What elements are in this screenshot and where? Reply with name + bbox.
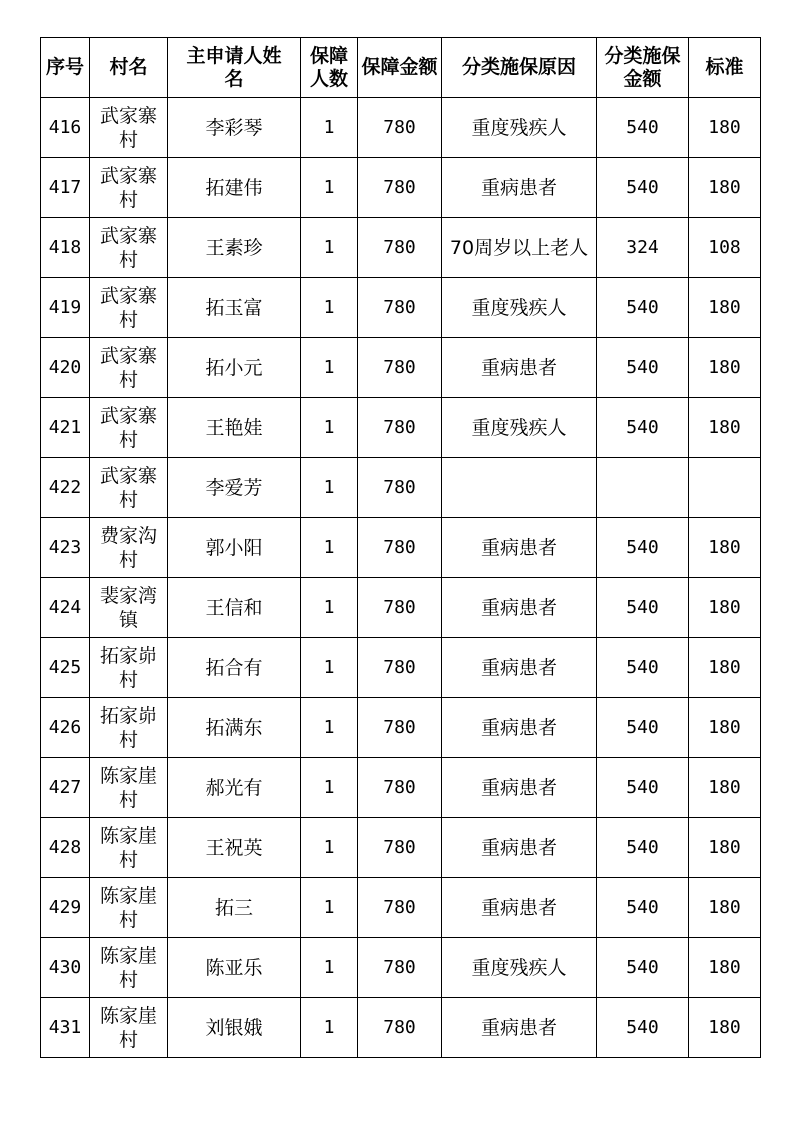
cell-standard: 180 xyxy=(689,818,761,878)
cell-standard: 180 xyxy=(689,518,761,578)
cell-standard: 180 xyxy=(689,98,761,158)
cell-amount: 780 xyxy=(358,218,442,278)
cell-standard: 108 xyxy=(689,218,761,278)
cell-class-amount: 324 xyxy=(597,218,689,278)
cell-applicant: 拓建伟 xyxy=(168,158,301,218)
header-class-amount: 分类施保金额 xyxy=(597,38,689,98)
cell-seq: 420 xyxy=(41,338,90,398)
cell-reason: 重病患者 xyxy=(442,518,597,578)
cell-village: 陈家崖村 xyxy=(90,758,168,818)
cell-seq: 422 xyxy=(41,458,90,518)
cell-class-amount xyxy=(597,458,689,518)
table-header xyxy=(41,38,761,98)
cell-applicant: 陈亚乐 xyxy=(168,938,301,998)
cell-persons: 1 xyxy=(301,758,358,818)
cell-persons: 1 xyxy=(301,578,358,638)
cell-persons: 1 xyxy=(301,698,358,758)
cell-standard: 180 xyxy=(689,938,761,998)
cell-applicant: 拓合有 xyxy=(168,638,301,698)
cell-standard: 180 xyxy=(689,398,761,458)
cell-applicant: 郝光有 xyxy=(168,758,301,818)
cell-reason: 重病患者 xyxy=(442,998,597,1058)
cell-persons: 1 xyxy=(301,218,358,278)
cell-class-amount: 540 xyxy=(597,158,689,218)
cell-class-amount: 540 xyxy=(597,638,689,698)
table-row xyxy=(41,698,761,758)
cell-seq: 426 xyxy=(41,698,90,758)
header-amount: 保障金额 xyxy=(358,38,442,98)
cell-village: 武家寨村 xyxy=(90,338,168,398)
cell-village: 拓家峁村 xyxy=(90,638,168,698)
cell-standard: 180 xyxy=(689,758,761,818)
cell-reason: 重病患者 xyxy=(442,698,597,758)
cell-seq: 418 xyxy=(41,218,90,278)
cell-applicant: 王素珍 xyxy=(168,218,301,278)
cell-persons: 1 xyxy=(301,638,358,698)
cell-applicant: 王祝英 xyxy=(168,818,301,878)
cell-amount: 780 xyxy=(358,878,442,938)
cell-persons: 1 xyxy=(301,998,358,1058)
cell-village: 武家寨村 xyxy=(90,218,168,278)
cell-class-amount: 540 xyxy=(597,878,689,938)
cell-reason: 重度残疾人 xyxy=(442,398,597,458)
cell-applicant: 李爱芳 xyxy=(168,458,301,518)
cell-applicant: 拓满东 xyxy=(168,698,301,758)
cell-class-amount: 540 xyxy=(597,698,689,758)
cell-applicant: 刘银娥 xyxy=(168,998,301,1058)
cell-village: 武家寨村 xyxy=(90,278,168,338)
cell-seq: 423 xyxy=(41,518,90,578)
cell-persons: 1 xyxy=(301,818,358,878)
cell-class-amount: 540 xyxy=(597,398,689,458)
table-row xyxy=(41,158,761,218)
table-row xyxy=(41,758,761,818)
cell-seq: 425 xyxy=(41,638,90,698)
cell-persons: 1 xyxy=(301,938,358,998)
cell-standard: 180 xyxy=(689,878,761,938)
cell-applicant: 拓小元 xyxy=(168,338,301,398)
cell-village: 陈家崖村 xyxy=(90,878,168,938)
cell-class-amount: 540 xyxy=(597,998,689,1058)
cell-village: 武家寨村 xyxy=(90,98,168,158)
cell-reason: 重病患者 xyxy=(442,338,597,398)
cell-village: 费家沟村 xyxy=(90,518,168,578)
table-row xyxy=(41,458,761,518)
cell-standard: 180 xyxy=(689,698,761,758)
table-row xyxy=(41,518,761,578)
cell-seq: 424 xyxy=(41,578,90,638)
table-row xyxy=(41,638,761,698)
header-persons: 保障人数 xyxy=(301,38,358,98)
cell-amount: 780 xyxy=(358,638,442,698)
cell-persons: 1 xyxy=(301,518,358,578)
cell-seq: 430 xyxy=(41,938,90,998)
cell-reason: 重病患者 xyxy=(442,638,597,698)
cell-standard: 180 xyxy=(689,578,761,638)
cell-standard: 180 xyxy=(689,278,761,338)
cell-reason: 重病患者 xyxy=(442,158,597,218)
cell-seq: 429 xyxy=(41,878,90,938)
subsidy-table xyxy=(40,37,761,1058)
cell-amount: 780 xyxy=(358,458,442,518)
cell-village: 陈家崖村 xyxy=(90,938,168,998)
cell-reason: 70周岁以上老人 xyxy=(442,218,597,278)
table-row xyxy=(41,398,761,458)
cell-seq: 419 xyxy=(41,278,90,338)
table-row xyxy=(41,998,761,1058)
cell-reason: 重度残疾人 xyxy=(442,98,597,158)
cell-amount: 780 xyxy=(358,578,442,638)
cell-standard: 180 xyxy=(689,158,761,218)
cell-applicant: 王信和 xyxy=(168,578,301,638)
cell-persons: 1 xyxy=(301,278,358,338)
cell-amount: 780 xyxy=(358,158,442,218)
cell-amount: 780 xyxy=(358,338,442,398)
cell-amount: 780 xyxy=(358,398,442,458)
cell-seq: 417 xyxy=(41,158,90,218)
cell-village: 裴家湾镇 xyxy=(90,578,168,638)
cell-persons: 1 xyxy=(301,398,358,458)
cell-amount: 780 xyxy=(358,938,442,998)
cell-reason: 重病患者 xyxy=(442,878,597,938)
cell-amount: 780 xyxy=(358,98,442,158)
cell-standard: 180 xyxy=(689,338,761,398)
cell-amount: 780 xyxy=(358,278,442,338)
cell-applicant: 王艳娃 xyxy=(168,398,301,458)
cell-applicant: 郭小阳 xyxy=(168,518,301,578)
table-body xyxy=(41,98,761,1058)
cell-persons: 1 xyxy=(301,98,358,158)
cell-seq: 427 xyxy=(41,758,90,818)
cell-class-amount: 540 xyxy=(597,938,689,998)
cell-village: 武家寨村 xyxy=(90,158,168,218)
cell-amount: 780 xyxy=(358,698,442,758)
cell-persons: 1 xyxy=(301,878,358,938)
cell-persons: 1 xyxy=(301,158,358,218)
cell-applicant: 拓三 xyxy=(168,878,301,938)
cell-class-amount: 540 xyxy=(597,578,689,638)
cell-amount: 780 xyxy=(358,818,442,878)
table-row xyxy=(41,818,761,878)
table-row xyxy=(41,338,761,398)
cell-amount: 780 xyxy=(358,518,442,578)
table-row xyxy=(41,278,761,338)
header-row xyxy=(41,38,761,98)
cell-amount: 780 xyxy=(358,998,442,1058)
table-row xyxy=(41,938,761,998)
cell-standard: 180 xyxy=(689,638,761,698)
table-row xyxy=(41,878,761,938)
cell-class-amount: 540 xyxy=(597,338,689,398)
table-row xyxy=(41,98,761,158)
cell-class-amount: 540 xyxy=(597,758,689,818)
cell-class-amount: 540 xyxy=(597,518,689,578)
header-applicant: 主申请人姓名 xyxy=(168,38,301,98)
cell-village: 陈家崖村 xyxy=(90,998,168,1058)
cell-persons: 1 xyxy=(301,458,358,518)
cell-class-amount: 540 xyxy=(597,818,689,878)
cell-reason: 重度残疾人 xyxy=(442,938,597,998)
table-row xyxy=(41,578,761,638)
cell-seq: 421 xyxy=(41,398,90,458)
cell-standard: 180 xyxy=(689,998,761,1058)
header-seq: 序号 xyxy=(41,38,90,98)
header-standard: 标准 xyxy=(689,38,761,98)
cell-village: 武家寨村 xyxy=(90,398,168,458)
table-row xyxy=(41,218,761,278)
cell-reason: 重病患者 xyxy=(442,758,597,818)
cell-amount: 780 xyxy=(358,758,442,818)
cell-village: 武家寨村 xyxy=(90,458,168,518)
cell-reason: 重病患者 xyxy=(442,818,597,878)
cell-class-amount: 540 xyxy=(597,278,689,338)
cell-standard xyxy=(689,458,761,518)
cell-persons: 1 xyxy=(301,338,358,398)
cell-village: 陈家崖村 xyxy=(90,818,168,878)
cell-seq: 431 xyxy=(41,998,90,1058)
cell-seq: 428 xyxy=(41,818,90,878)
header-reason: 分类施保原因 xyxy=(442,38,597,98)
cell-reason xyxy=(442,458,597,518)
cell-class-amount: 540 xyxy=(597,98,689,158)
cell-applicant: 拓玉富 xyxy=(168,278,301,338)
header-village: 村名 xyxy=(90,38,168,98)
cell-reason: 重病患者 xyxy=(442,578,597,638)
cell-village: 拓家峁村 xyxy=(90,698,168,758)
cell-applicant: 李彩琴 xyxy=(168,98,301,158)
cell-reason: 重度残疾人 xyxy=(442,278,597,338)
cell-seq: 416 xyxy=(41,98,90,158)
